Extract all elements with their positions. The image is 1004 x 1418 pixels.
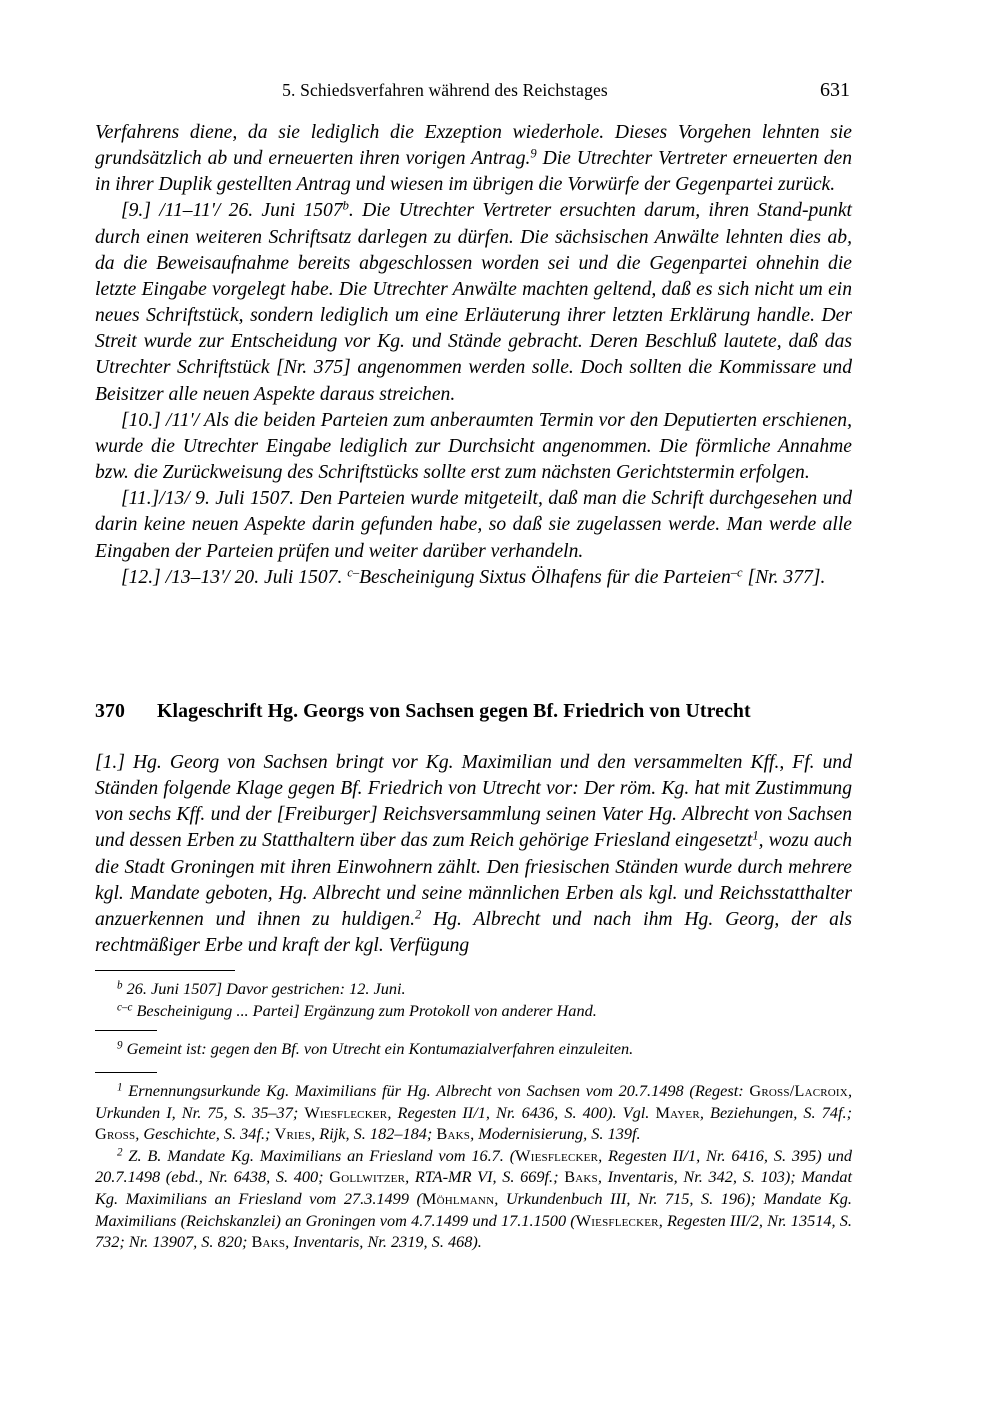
section-text-block (95, 750, 852, 959)
paragraph-text: [9.] /11–11'/ 26. Juni 1507 (121, 200, 343, 222)
footnote-2-marker: 2 (117, 1146, 123, 1159)
paragraph-text-end: [Nr. 377]. (742, 566, 826, 588)
paragraph-1 (95, 750, 852, 959)
footnote-1 (95, 1080, 852, 1145)
variant-note-text: Bescheinigung ... Partei] Ergänzung zum Protokoll von anderer Hand. (136, 1000, 597, 1020)
paragraph-9 (95, 198, 852, 407)
note-9-marker: 9 (117, 1039, 123, 1052)
note-9 (95, 1038, 852, 1060)
paragraph-continuation (95, 120, 852, 198)
paragraph-text-end: Hg. Albrecht und nach ihm Hg. Georg, der als rechtmäßiger Erbe und kraft der kgl. Verfügung (95, 908, 852, 957)
footnote-1-text: Ernennungsurkunde Kg. Maximilians für Hg. Albrecht von Sachsen vom 20.7.1498 (Regest: Gross/Lacroix, Urkunden I, Nr. 75, S. 35–37; Wiesflecker, Regesten II/1, Nr. 6436, S. 400). Vgl. Mayer, Beziehungen, S. 74f.; Gross, Geschichte, S. 34f.; Vries, Rijk, S. 182–184; Baks, Modernisierung, S. 139f. (95, 1081, 853, 1144)
variant-note-text: 26. Juni 1507] Davor gestrichen: 12. Juni. (126, 979, 406, 998)
variant-note-c (95, 1000, 852, 1022)
note-9-text: Gemeint ist: gegen den Bf. von Utrecht ein Kontumazialverfahren einzuleiten. (126, 1039, 634, 1058)
section-title: Klageschrift Hg. Georgs von Sachsen gegen Bf. Friedrich von Utrecht (157, 700, 751, 722)
paragraph-text: [12.] /13–13'/ 20. Juli 1507. (121, 566, 348, 588)
section-number: 370 (95, 700, 125, 722)
paragraph-11: [11.]/13/ 9. Juli 1507. Den Parteien wurde mitgeteilt, daß man die Schrift durchgesehen und darin keine neuen Aspekte darin gefunden habe, so daß sie zugelassen werde. Man werde alle Eingaben der Parteien prüfen und weiter darüber verhandeln. (95, 488, 852, 562)
main-text-block (95, 120, 852, 591)
note-9-rule (95, 1030, 157, 1031)
page-number: 631 (820, 79, 850, 101)
variant-marker-b: b (342, 198, 349, 213)
paragraph-text-cont: Die Utrechter Vertreter erneuerten den in ihrer Duplik gestellten Antrag und wiesen im übrigen die Vorwürfe der Gegenpartei zurück. (95, 148, 852, 196)
paragraph-text: Verfahrens diene, da sie lediglich die Exzeption wiederhole. Dieses Vorgehen lehnten sie grundsätzlich ab und erneuerten ihren vorigen Antrag. (95, 122, 852, 170)
paragraph-text-cont: . Die Utrechter Vertreter ersuchten darum, ihren Stand-punkt durch einen weiteren Schriftsatz darlegen zu dürfen. Die sächsischen Anwälte lehnten dies ab, da die Beweisaufnahme bereits abgeschlossen worden sei und die Gegenpartei ohnehin die letzte Eingabe vorgelegt habe. Die Utrechter Anwälte machten geltend, daß es sich nicht um ein neues Schriftstück, sondern lediglich um eine Erläuterung ihrer letzten Erklärung handle. Der Streit wurde zur Entscheidung vor Kg. und Stände gebracht. Deren Beschluß lautete, daß das Utrechter Schriftstück [Nr. 375] angenommen werden solle. Doch sollten die Kommissare und Beisitzer alle neuen Aspekte daraus streichen. (95, 200, 852, 405)
footnote-2-text: Z. B. Mandate Kg. Maximilians an Friesland vom 16.7. (Wiesflecker, Regesten II/1, Nr. 6416, S. 395) und 20.7.1498 (ebd., Nr. 6438, S. 400; Gollwitzer, RTA-MR VI, S. 669f.; Baks, Inventaris, Nr. 342, S. 103); Mandat Kg. Maximilians an Friesland vom 27.3.1499 (Möhlmann, Urkundenbuch III, Nr. 715, S. 196); Mandate Kg. Maximilians (Reichskanzlei) an Groningen vom 4.7.1499 und 17.1.1500 (Wiesflecker, Regesten III/2, Nr. 13514, S. 732; Nr. 13907, S. 820; Baks, Inventaris, Nr. 2319, S. 468). (95, 1145, 853, 1252)
variant-note-marker-c: c–c (117, 1001, 133, 1014)
note-9-block (95, 1030, 852, 1060)
footnote-marker-1: 1 (752, 828, 759, 843)
apparatus-rule (95, 970, 235, 971)
footnote-rule (95, 1072, 157, 1073)
paragraph-12 (95, 565, 852, 591)
variant-apparatus-block (95, 970, 852, 1021)
paragraph-text-cont: , wozu auch die Stadt Groningen mit ihren Einwohnern zählt. Den friesischen Ständen wurde durch mehrere kgl. Mandate geboten, Hg. Albrecht und seine männlichen Erben als kgl. und Reichsstatthalter anzuerkennen und ihnen zu huldigen. (95, 830, 852, 930)
variant-note-marker-b: b (117, 979, 123, 992)
footnote-marker-9: 9 (530, 146, 537, 161)
paragraph-text: [1.] Hg. Georg von Sachsen bringt vor Kg. Maximilian und den versammelten Kff., Ff. und Ständen folgende Klage gegen Bf. Friedrich von Utrecht vor: Der röm. Kg. hat mit Zustimmung von sechs Kff. und der [Freiburger] Reichsversammlung seinen Vater Hg. Albrecht von Sachsen und dessen Erben zu Statthaltern über das zum Reich gehörige Friesland eingesetzt (95, 752, 852, 852)
variant-marker-c-open: c– (347, 565, 360, 580)
running-head-title: 5. Schiedsverfahren während des Reichstages (282, 80, 608, 100)
section-heading (95, 700, 852, 723)
footnote-2 (95, 1145, 852, 1253)
paragraph-text-cont: Bescheinigung Sixtus Ölhafens für die Parteien (359, 566, 731, 588)
variant-note-b (95, 978, 852, 1000)
footnote-marker-2: 2 (415, 907, 422, 922)
running-head (95, 80, 850, 106)
footnotes-block (95, 1072, 852, 1253)
variant-marker-c-close: –c (730, 565, 743, 580)
paragraph-10: [10.] /11'/ Als die beiden Parteien zum anberaumten Termin vor den Deputierten erschienen, wurde die Utrechter Eingabe lediglich zur Durchsicht angenommen. Die förmliche Annahme bzw. die Zurückweisung des Schriftstücks sollte erst zum nächsten Gerichtstermin erfolgen. (95, 409, 852, 484)
footnote-1-marker: 1 (117, 1081, 123, 1094)
